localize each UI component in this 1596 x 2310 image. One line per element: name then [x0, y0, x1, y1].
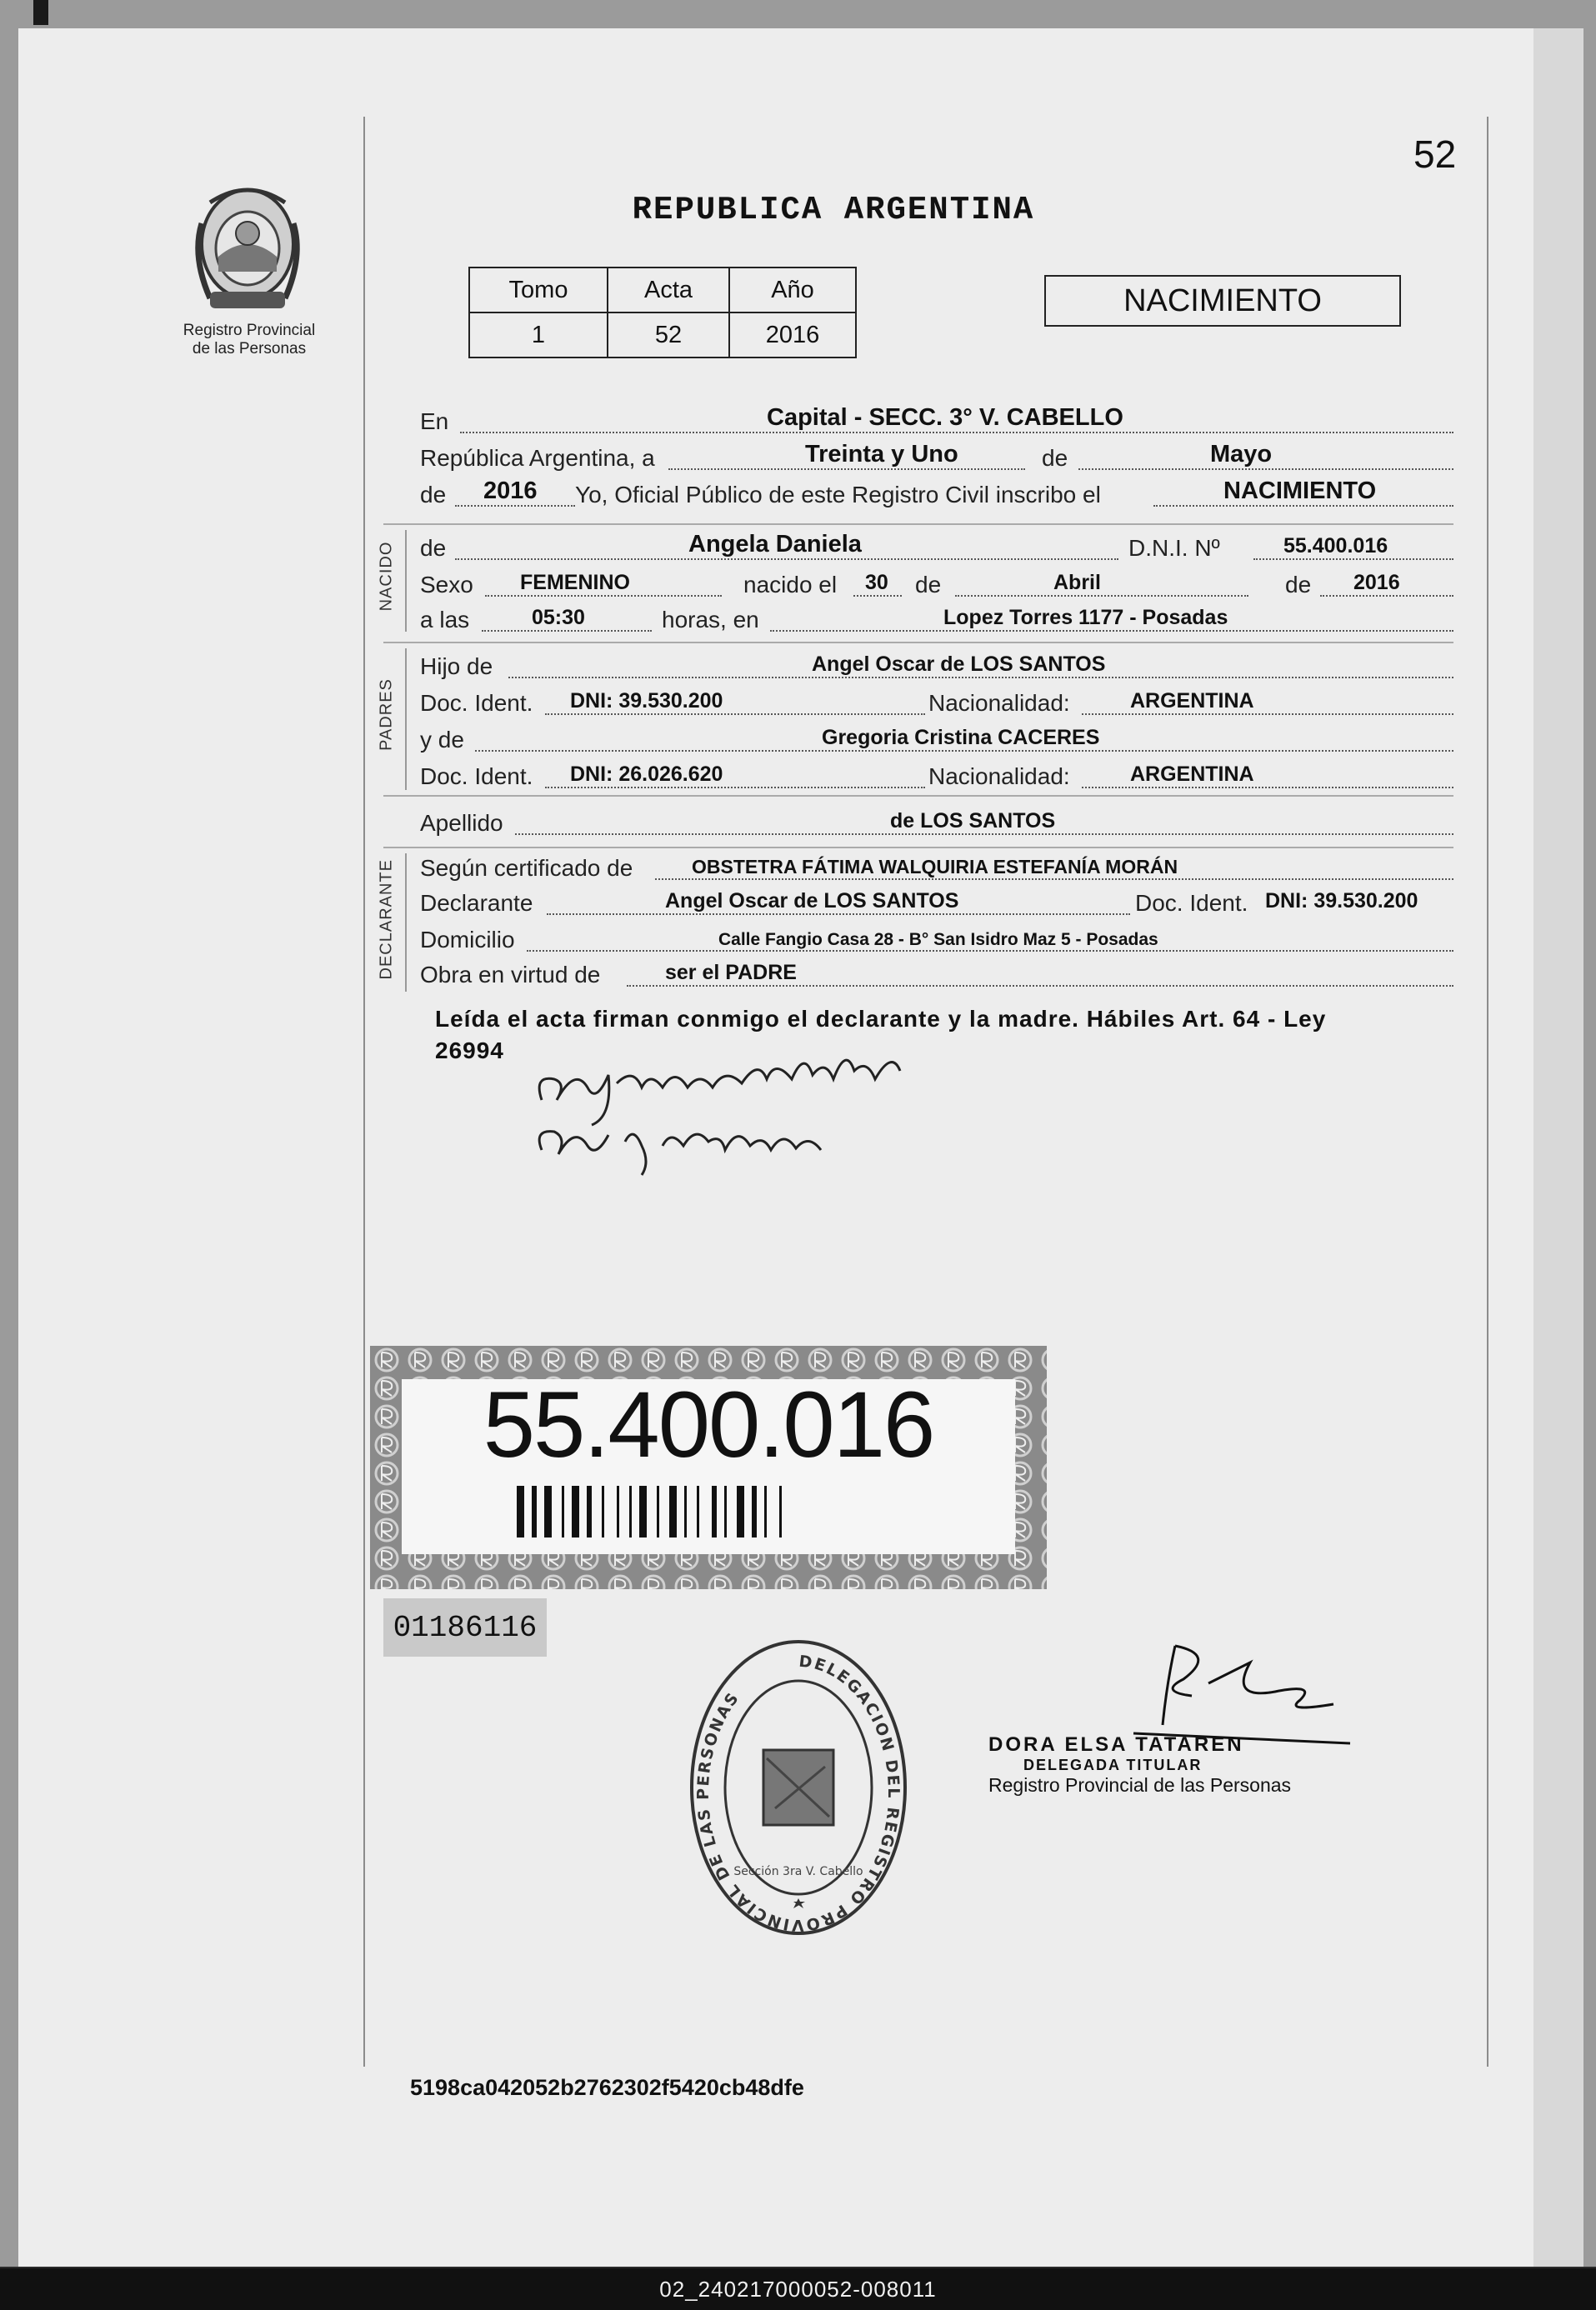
- field-address: Calle Fangio Casa 28 - B° San Isidro Maz 5 - Posadas: [718, 930, 1158, 949]
- barcode-dni-number: 55.400.016: [483, 1372, 934, 1477]
- record-table-ano: 2016: [729, 312, 856, 358]
- line-father-doc: [420, 687, 1453, 718]
- field-birth-month: Abril: [1053, 571, 1101, 594]
- field-sex: FEMENINO: [520, 571, 630, 594]
- label-republica: República Argentina, a: [420, 445, 655, 471]
- field-day: Treinta y Uno: [805, 441, 958, 468]
- field-inscription-type: NACIMIENTO: [1223, 478, 1377, 504]
- document-hash: 5198ca042052b2762302f5420cb48dfe: [410, 2075, 804, 2100]
- line-father-name: [420, 650, 1453, 682]
- field-father-doc: DNI: 39.530.200: [570, 689, 723, 712]
- label-en: En: [420, 408, 449, 434]
- label-apellido: Apellido: [420, 810, 503, 836]
- label-obra: Obra en virtud de: [420, 962, 601, 988]
- label-sexo: Sexo: [420, 572, 473, 598]
- label-father-nationality: Nacionalidad:: [928, 690, 1070, 716]
- label-declarant-doc: Doc. Ident.: [1135, 890, 1248, 916]
- record-table-header-ano: Año: [729, 268, 856, 312]
- official-signature-block: [988, 1733, 1355, 1797]
- line-mother-name: [420, 723, 1453, 755]
- section-declarante-label: DECLARANTE: [377, 859, 396, 980]
- registry-caption-line2: de las Personas: [192, 340, 307, 358]
- field-newborn-dni: 55.400.016: [1283, 534, 1388, 558]
- field-declarant-doc: DNI: 39.530.200: [1265, 889, 1418, 912]
- stamp-ring-text: DELEGACION DEL REGISTRO PROVINCIAL DE LAS PERSONAS: [693, 1652, 903, 1935]
- provincial-seal-icon: [185, 173, 310, 319]
- label-mother-nationality: Nacionalidad:: [928, 763, 1070, 789]
- label-oficial: Yo, Oficial Público de este Registro Civil inscribo el: [575, 482, 1101, 508]
- field-year: 2016: [483, 478, 538, 504]
- field-newborn-name: Angela Daniela: [688, 531, 862, 558]
- label-declarante: Declarante: [420, 890, 533, 916]
- field-birth-time: 05:30: [532, 606, 585, 629]
- field-mother-name: Gregoria Cristina CACERES: [822, 726, 1100, 749]
- line-newborn-name: [420, 532, 1453, 563]
- field-father-nationality: ARGENTINA: [1130, 689, 1254, 712]
- field-declarant-name: Angel Oscar de LOS SANTOS: [665, 889, 959, 912]
- record-table-header-acta: Acta: [608, 268, 729, 312]
- official-signature: [1083, 1633, 1367, 1750]
- line-declarant: [420, 887, 1453, 918]
- line-date: [420, 442, 1453, 473]
- label-domicilio: Domicilio: [420, 927, 515, 952]
- record-table-tomo: 1: [469, 312, 608, 358]
- record-table-value-row: [469, 312, 856, 358]
- official-role: DELEGADA TITULAR: [1023, 1757, 1203, 1773]
- label-dni: D.N.I. Nº: [1128, 535, 1220, 561]
- document-title: REPUBLICA ARGENTINA: [632, 192, 1035, 228]
- label-de-month: de: [1042, 445, 1068, 471]
- label-father-doc: Doc. Ident.: [420, 690, 533, 716]
- margin-rule-right: [1487, 117, 1488, 2067]
- record-type-box: NACIMIENTO: [1044, 275, 1401, 327]
- field-mother-nationality: ARGENTINA: [1130, 762, 1254, 786]
- field-capacity: ser el PADRE: [665, 961, 797, 984]
- label-mother-doc: Doc. Ident.: [420, 763, 533, 789]
- record-table-header-row: [469, 268, 856, 312]
- field-father-name: Angel Oscar de LOS SANTOS: [812, 652, 1106, 676]
- field-birth-year: 2016: [1353, 571, 1400, 594]
- label-y-de: y de: [420, 727, 464, 752]
- line-address: [420, 923, 1453, 955]
- line-place: [420, 405, 1453, 437]
- label-horas-en: horas, en: [662, 607, 759, 632]
- record-table-header-tomo: Tomo: [469, 268, 608, 312]
- page-edge-shadow: [1533, 28, 1583, 2267]
- label-de-year: de: [420, 482, 447, 508]
- record-table: [468, 267, 857, 358]
- line-certificate: [420, 852, 1453, 883]
- label-hijo-de: Hijo de: [420, 653, 493, 679]
- line-birth-time-place: [420, 603, 1453, 635]
- official-name: DORA ELSA TATAREN: [988, 1733, 1244, 1756]
- page-number: 52: [1413, 132, 1457, 176]
- line-mother-doc: [420, 760, 1453, 792]
- field-mother-doc: DNI: 26.026.620: [570, 762, 723, 786]
- registry-caption-line1: Registro Provincial: [183, 322, 316, 339]
- field-birth-place: Lopez Torres 1177 - Posadas: [943, 606, 1228, 629]
- line-surname: [420, 807, 1453, 838]
- section-padres-label: PADRES: [377, 678, 396, 751]
- handwritten-signatures: [517, 1042, 950, 1183]
- closing-line2: 26994: [435, 1038, 504, 1063]
- label-nacido-el: nacido el: [743, 572, 838, 598]
- document-control-number: 01186116: [383, 1598, 547, 1657]
- field-birth-day: 30: [865, 571, 888, 594]
- closing-line1: Leída el acta firman conmigo el declarante y la madre. Hábiles Art. 64 - Ley: [435, 1006, 1327, 1032]
- section-nacido-label: NACIDO: [377, 541, 396, 612]
- margin-rule-left: [363, 117, 365, 2067]
- scan-filename-bar: [0, 2268, 1596, 2310]
- line-year: [420, 478, 1453, 510]
- label-de-birth-year: de: [1285, 572, 1312, 598]
- field-certificate: OBSTETRA FÁTIMA WALQUIRIA ESTEFANÍA MORÁN: [692, 856, 1178, 878]
- field-place: Capital - SECC. 3° V. CABELLO: [767, 404, 1123, 431]
- field-surname: de LOS SANTOS: [890, 809, 1056, 832]
- field-month: Mayo: [1210, 441, 1273, 468]
- official-office: Registro Provincial de las Personas: [988, 1774, 1292, 1796]
- record-table-acta: 52: [608, 312, 729, 358]
- stamp-inner-text: Sección 3ra V. Cabello: [733, 1865, 863, 1878]
- scan-filename: 02_240217000052-008011: [659, 2276, 937, 2302]
- line-sex-birthdate: [420, 568, 1453, 600]
- line-capacity: [420, 958, 1453, 990]
- registry-caption: [157, 322, 342, 358]
- label-de-name: de: [420, 535, 447, 561]
- official-stamp: [683, 1633, 913, 1942]
- label-de-birth-month: de: [915, 572, 942, 598]
- label-certificado: Según certificado de: [420, 855, 633, 881]
- scan-edge: [33, 0, 48, 25]
- label-a-las: a las: [420, 607, 470, 632]
